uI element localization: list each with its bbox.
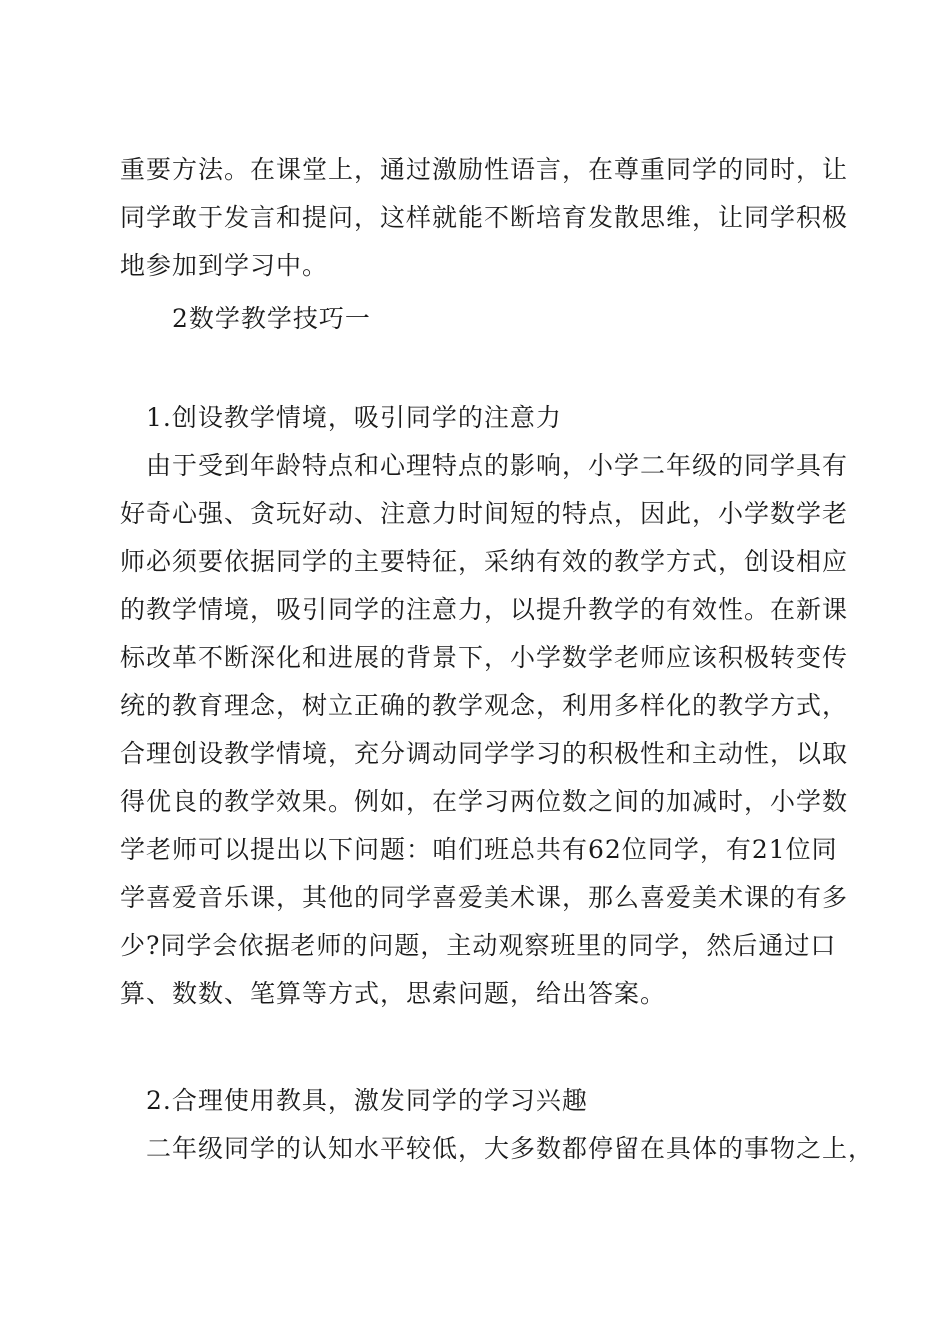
paragraph-line: 同学敢于发言和提问，这样就能不断培育发散思维，让同学积极 [120, 203, 849, 232]
paragraph-line: 少?同学会依据老师的问题，主动观察班里的同学，然后通过口 [120, 931, 837, 960]
paragraph-line: 地参加到学习中。 [120, 251, 329, 280]
paragraph-line: 合理创设教学情境，充分调动同学学习的积极性和主动性，以取 [120, 739, 849, 768]
paragraph-line: 由于受到年龄特点和心理特点的影响，小学二年级的同学具有 [146, 451, 849, 480]
paragraph-line: 算、数数、笔算等方式，思索问题，给出答案。 [120, 979, 667, 1008]
paragraph-line: 学喜爱音乐课，其他的同学喜爱美术课，那么喜爱美术课的有多 [120, 883, 849, 912]
subheading: 2.合理使用教具，激发同学的学习兴趣 [146, 1086, 588, 1115]
section-title: 2数学教学技巧一 [172, 304, 371, 333]
paragraph-line: 重要方法。在课堂上，通过激励性语言，在尊重同学的同时，让 [120, 155, 849, 184]
paragraph-line: 的教学情境，吸引同学的注意力，以提升教学的有效性。在新课 [120, 595, 849, 624]
paragraph-line: 二年级同学的认知水平较低，大多数都停留在具体的事物之上， [146, 1134, 875, 1163]
paragraph-line: 学老师可以提出以下问题：咱们班总共有62位同学，有21位同 [120, 835, 838, 864]
paragraph-line: 师必须要依据同学的主要特征，采纳有效的教学方式，创设相应 [120, 547, 849, 576]
paragraph-line: 统的教育理念，树立正确的教学观念，利用多样化的教学方式， [120, 691, 849, 720]
paragraph-line: 标改革不断深化和进展的背景下，小学数学老师应该积极转变传 [120, 643, 849, 672]
subheading: 1.创设教学情境，吸引同学的注意力 [146, 403, 562, 432]
paragraph-line: 好奇心强、贪玩好动、注意力时间短的特点，因此，小学数学老 [120, 499, 849, 528]
paragraph-line: 得优良的教学效果。例如，在学习两位数之间的加减时，小学数 [120, 787, 849, 816]
